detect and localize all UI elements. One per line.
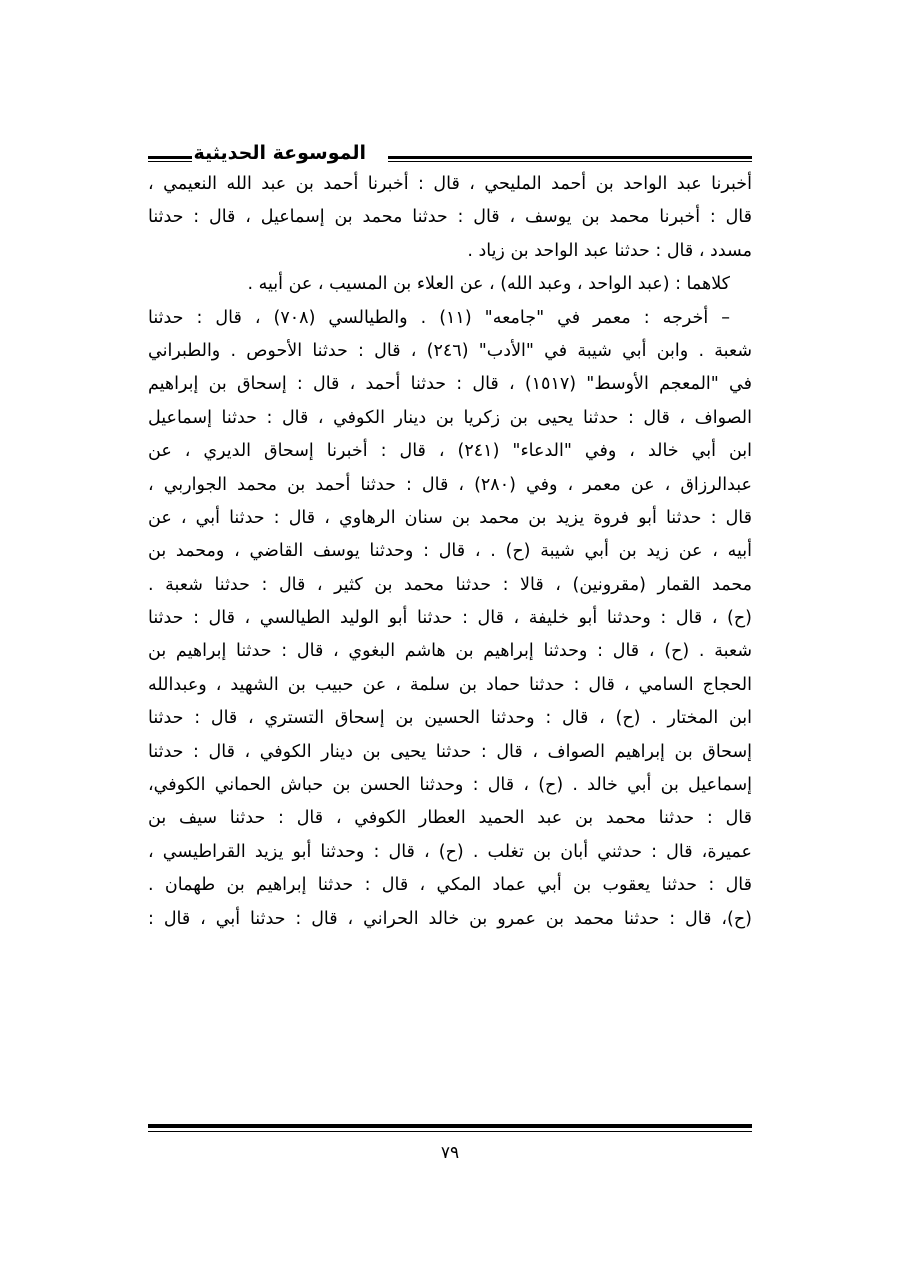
text-line: قال : أخبرنا محمد بن يوسف ، قال : حدثنا محمد بن إسماعيل ، قال : حدثنا bbox=[148, 207, 752, 228]
text-line: الحجاج السامي ، قال : حدثنا حماد بن سلمة ، عن حبيب بن الشهيد ، وعبدالله bbox=[148, 674, 752, 695]
text-line: مسدد ، قال : حدثنا عبد الواحد بن زياد . bbox=[467, 240, 752, 261]
text-line: كلاهما : (عبد الواحد ، وعبد الله) ، عن العلاء بن المسيب ، عن أبيه . bbox=[247, 274, 730, 295]
page-body-text bbox=[148, 168, 752, 936]
header-rule-left bbox=[148, 156, 192, 162]
text-line: عميرة، قال : حدثني أبان بن تغلب . (ح) ، قال : وحدثنا أبو يزيد القراطيسي ، bbox=[148, 841, 752, 862]
text-line: الصواف ، قال : حدثنا يحيى بن زكريا بن دينار الكوفي ، قال : حدثنا إسماعيل bbox=[148, 407, 752, 428]
text-line: ابن أبي خالد ، وفي "الدعاء" (٢٤١) ، قال : أخبرنا إسحاق الديري ، عن bbox=[148, 441, 752, 462]
page-number: ٧٩ bbox=[440, 1143, 460, 1163]
text-line: قال : حدثنا يعقوب بن أبي عماد المكي ، قال : حدثنا إبراهيم بن طهمان . bbox=[148, 875, 752, 896]
text-line: ابن المختار . (ح) ، قال : وحدثنا الحسين بن إسحاق التستري ، قال : حدثنا bbox=[148, 708, 752, 729]
text-line: قال : حدثنا أبو فروة يزيد بن محمد بن سنان الرهاوي ، قال : حدثنا أبي ، عن bbox=[148, 507, 752, 528]
text-line: شعبة . وابن أبي شيبة في "الأدب" (٢٤٦) ، قال : حدثنا الأحوص . والطبراني bbox=[148, 340, 752, 361]
text-line: – أخرجه : معمر في "جامعه" (١١) . والطيالسي (٧٠٨) ، قال : حدثنا bbox=[148, 307, 730, 328]
footer-rule bbox=[148, 1124, 752, 1132]
text-line: عبدالرزاق ، عن معمر ، وفي (٢٨٠) ، قال : حدثنا أحمد بن محمد الجواربي ، bbox=[148, 474, 752, 495]
text-line: أبيه ، عن زيد بن أبي شيبة (ح) . ، قال : وحدثنا يوسف القاضي ، ومحمد بن bbox=[148, 541, 752, 562]
text-line: في "المعجم الأوسط" (١٥١٧) ، قال : حدثنا أحمد ، قال : إسحاق بن إبراهيم bbox=[148, 374, 752, 395]
text-line: شعبة . (ح) ، قال : وحدثنا إبراهيم بن هاشم البغوي ، قال : حدثنا إبراهيم بن bbox=[148, 641, 752, 662]
header-rule-right bbox=[388, 156, 752, 162]
text-line: إسماعيل بن أبي خالد . (ح) ، قال : وحدثنا الحسن بن حباش الحماني الكوفي، bbox=[148, 775, 752, 796]
text-line: (ح)، قال : حدثنا محمد بن عمرو بن خالد الحراني ، قال : حدثنا أبي ، قال : bbox=[148, 908, 752, 929]
text-line: (ح) ، قال : وحدثنا أبو خليفة ، قال : حدثنا أبو الوليد الطيالسي ، قال : حدثنا bbox=[148, 608, 752, 629]
text-line: إسحاق بن إبراهيم الصواف ، قال : حدثنا يحيى بن دينار الكوفي ، قال : حدثنا bbox=[148, 741, 752, 762]
text-line: قال : حدثنا محمد بن عبد الحميد العطار الكوفي ، قال : حدثنا سيف بن bbox=[148, 808, 752, 829]
text-line: محمد القمار (مقرونين) ، قالا : حدثنا محمد بن كثير ، قال : حدثنا شعبة . bbox=[148, 574, 752, 595]
header-title: الموسوعة الحديثية bbox=[193, 142, 366, 164]
text-line: أخبرنا عبد الواحد بن أحمد المليحي ، قال : أخبرنا أحمد بن عبد الله النعيمي ، bbox=[148, 174, 752, 194]
